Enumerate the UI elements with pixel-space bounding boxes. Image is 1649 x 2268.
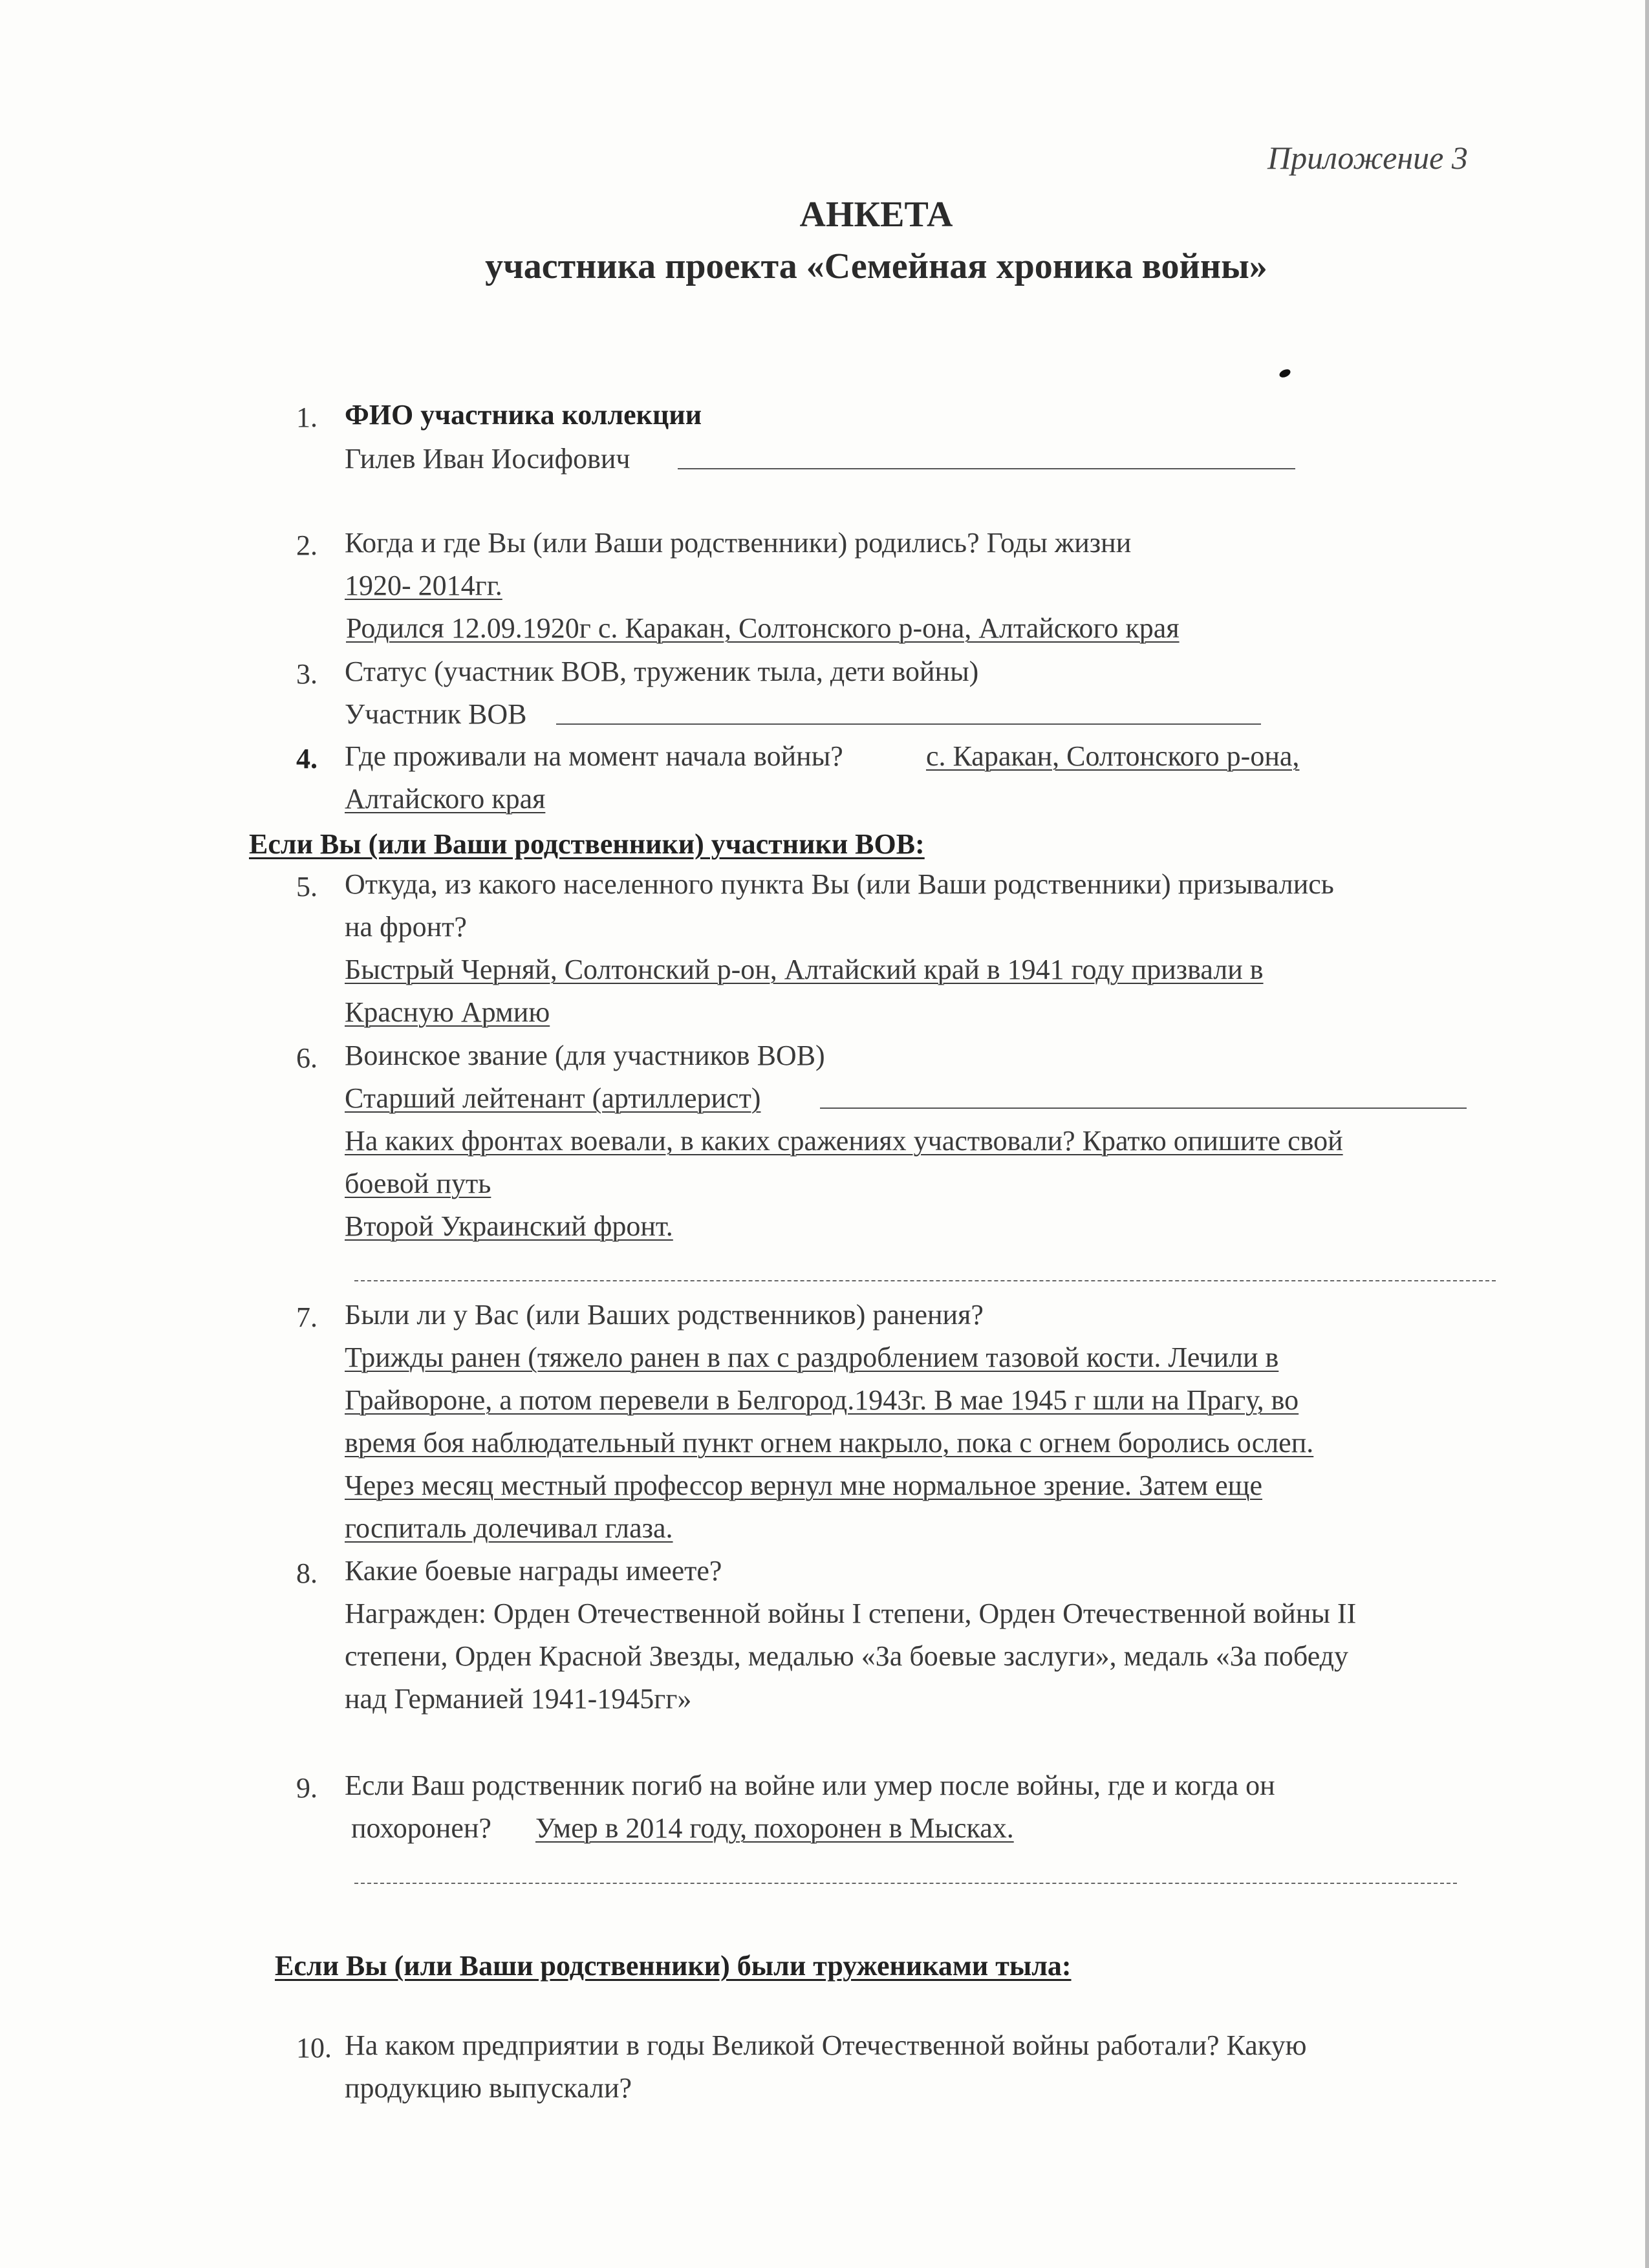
q10-label-line2: продукцию выпускали? [345, 2072, 632, 2104]
q5-answer-line2: Красную Армию [345, 996, 550, 1028]
q5-answer-line1: Быстрый Черняй, Солтонский р-он, Алтайский край в 1941 году призвали в [345, 954, 1264, 985]
q7-label: Были ли у Вас (или Ваших родственников) ранения? [345, 1299, 984, 1331]
document-subtitle: участника проекта «Семейная хроника войны» [485, 246, 1267, 286]
q4-answer-line1: с. Каракан, Солтонского р-она, [926, 740, 1300, 772]
q6-sub-label-line1: На каких фронтах воевали, в каких сражениях участвовали? Кратко опишите свой [345, 1125, 1343, 1157]
q9-number: 9. [296, 1772, 318, 1804]
q3-label: Статус (участник ВОВ, труженик тыла, дети войны) [345, 656, 979, 687]
q8-answer-line3: над Германией 1941-1945гг» [345, 1683, 692, 1715]
q7-answer-line4-tail: Затем еще [1132, 1470, 1263, 1501]
q10-label-line1: На каком предприятии в годы Великой Отечественной войны работали? Какую [345, 2029, 1307, 2061]
appendix-label: Приложение 3 [1267, 140, 1468, 176]
q2-number: 2. [296, 530, 318, 561]
q7-answer-line5: госпиталь долечивал глаза. [345, 1512, 673, 1544]
q1-label: ФИО участника коллекции [345, 399, 702, 431]
q5-number: 5. [296, 871, 318, 903]
q7-answer-line2: Грайвороне, а потом перевели в Белгород.1943г. В мае 1945 г шли на Прагу, во [345, 1384, 1299, 1416]
q9-answer: Умер в 2014 году, похоронен в Мысках. [535, 1812, 1014, 1844]
section-heading-vov: Если Вы (или Ваши родственники) участники ВОВ: [249, 828, 925, 860]
q5-label-line1: Откуда, из какого населенного пункта Вы (или Ваши родственники) призывались [345, 868, 1334, 900]
q3-answer-line [556, 723, 1261, 725]
q1-answer-line [678, 468, 1295, 469]
document-title: АНКЕТА [799, 195, 953, 235]
q8-answer-line1: Награжден: Орден Отечественной войны I степени, Орден Отечественной войны II [345, 1598, 1357, 1629]
q2-label: Когда и где Вы (или Ваши родственники) родились? Годы жизни [345, 527, 1132, 559]
q3-number: 3. [296, 658, 318, 690]
q8-number: 8. [296, 1557, 318, 1589]
q9-label-line2: похоронен? [351, 1812, 491, 1844]
q4-answer-line2: Алтайского края [345, 783, 546, 815]
q9-blank-line [354, 1883, 1457, 1884]
q9-label-line1: Если Ваш родственник погиб на войне или умер после войны, где и когда он [345, 1770, 1275, 1801]
q4-label: Где проживали на момент начала войны? [345, 740, 843, 772]
q2-answer-place: Родился 12.09.1920г с. Каракан, Солтонского р-она, Алтайского края [346, 612, 1180, 644]
q5-label-line2: на фронт? [345, 911, 467, 943]
q6-sub-label-line2: боевой путь [345, 1168, 491, 1199]
q7-answer-line4-main: Через месяц местный профессор вернул мне нормальное зрение. [345, 1470, 1132, 1501]
q10-number: 10. [296, 2032, 332, 2064]
q6-label: Воинское звание (для участников ВОВ) [345, 1040, 825, 1071]
ink-mark [1278, 368, 1292, 380]
q1-answer: Гилев Иван Иосифович [345, 443, 630, 475]
scan-edge [1645, 0, 1649, 2268]
q2-answer-years: 1920- 2014гг. [345, 570, 502, 601]
q6-answer-line [820, 1107, 1467, 1109]
q8-label: Какие боевые награды имеете? [345, 1555, 722, 1587]
section-heading-rear: Если Вы (или Ваши родственники) были тружениками тыла: [275, 1950, 1072, 1982]
q7-answer-line3: время боя наблюдательный пункт огнем накрыло, пока с огнем боролись ослеп. [345, 1427, 1314, 1459]
q6-answer: Старший лейтенант (артиллерист) [345, 1082, 761, 1114]
q8-answer-line2: степени, Орден Красной Звезды, медалью «За боевые заслуги», медаль «За победу [345, 1640, 1349, 1672]
q7-answer-line1: Трижды ранен (тяжело ранен в пах с раздроблением тазовой кости. Лечили в [345, 1342, 1279, 1373]
q6-number: 6. [296, 1042, 318, 1074]
q7-number: 7. [296, 1301, 318, 1333]
q6-blank-line [354, 1280, 1496, 1281]
q6-sub-answer: Второй Украинский фронт. [345, 1210, 673, 1242]
q3-answer: Участник ВОВ [345, 698, 527, 730]
q7-answer-line4 [345, 1471, 1262, 1500]
q4-number: 4. [296, 743, 318, 775]
q1-number: 1. [296, 401, 318, 433]
